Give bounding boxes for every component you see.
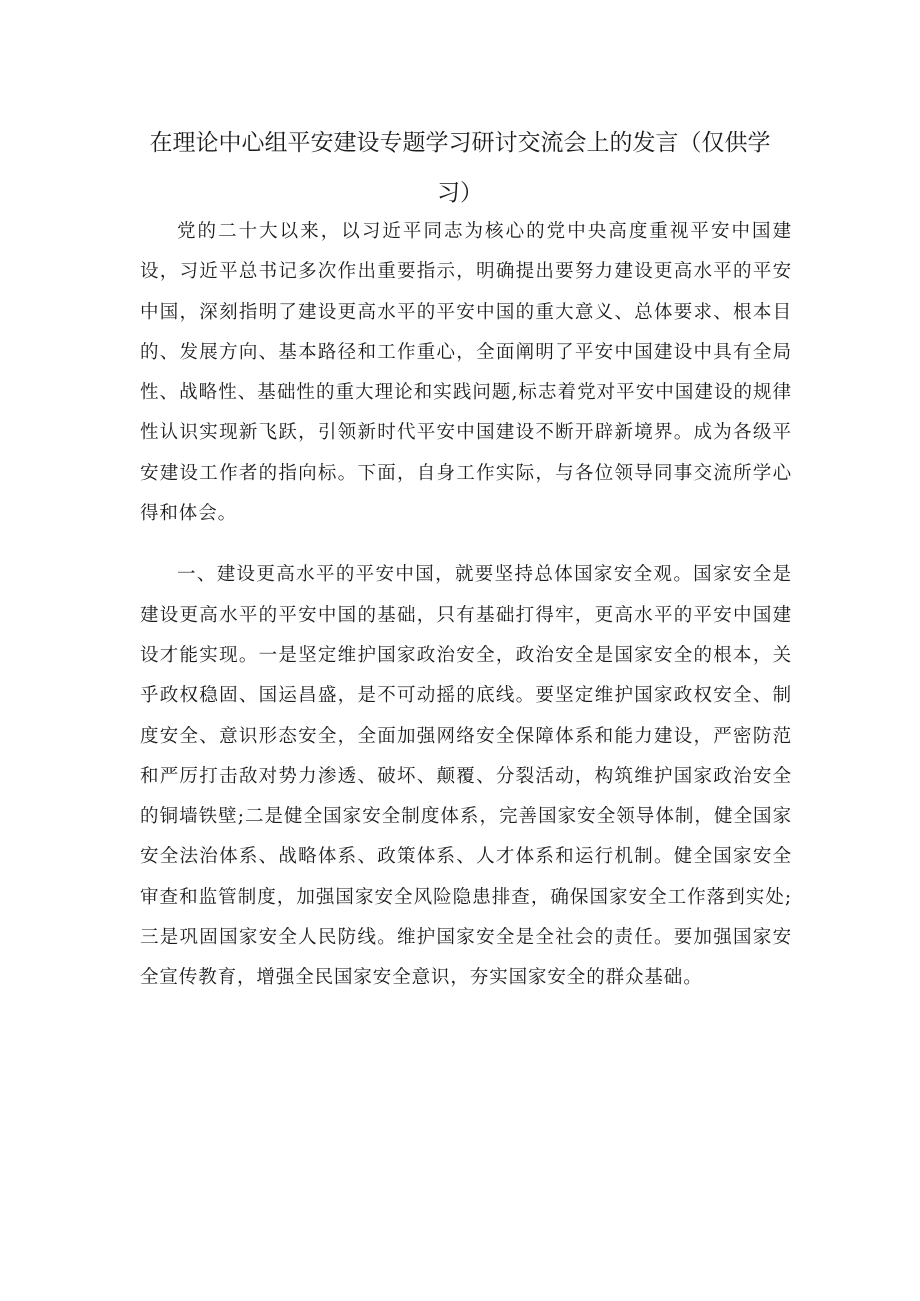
document-title: 在理论中心组平安建设专题学习研讨交流会上的发言（仅供学习）: [149, 130, 771, 206]
paragraph-section-one: 一、建设更高水平的平安中国，就要坚持总体国家安全观。国家安全是建设更高水平的平安中国的基础，只有基础打得牢，更高水平的平安中国建设才能实现。一是坚定维护国家政治安全，政治安全是国家安全的根本，关乎政权稳固、国运昌盛，是不可动摇的底线。要坚定维护国家政权安全、制度安全、意识形态安全，全面加强网络安全保障体系和能力建设，严密防范和严厉打击敌对势力渗透、破坏、颠覆、分裂活动，构筑维护国家政治安全的铜墙铁壁;二是健全国家安全制度体系，完善国家安全领导体制，健全国家安全法治体系、战略体系、政策体系、人才体系和运行机制。健全国家安全审查和监管制度，加强国家安全风险隐患排查，确保国家安全工作落到实处;三是巩固国家安全人民防线。维护国家安全是全社会的责任。要加强国家安全宣传教育，增强全民国家安全意识，夯实国家安全的群众基础。: [140, 564, 792, 989]
document-body: [140, 212, 792, 999]
paragraph-intro: 党的二十大以来，以习近平同志为核心的党中央高度重视平安中国建设，习近平总书记多次作出重要指示，明确提出要努力建设更高水平的平安中国，深刻指明了建设更高水平的平安中国的重大意义、总体要求、根本目的、发展方向、基本路径和工作重心，全面阐明了平安中国建设中具有全局性、战略性、基础性的重大理论和实践问题,标志着党对平安中国建设的规律性认识实现新飞跃，引领新时代平安中国建设不断开辟新境界。成为各级平安建设工作者的指向标。下面，自身工作实际，与各位领导同事交流所学心得和体会。: [140, 221, 792, 525]
